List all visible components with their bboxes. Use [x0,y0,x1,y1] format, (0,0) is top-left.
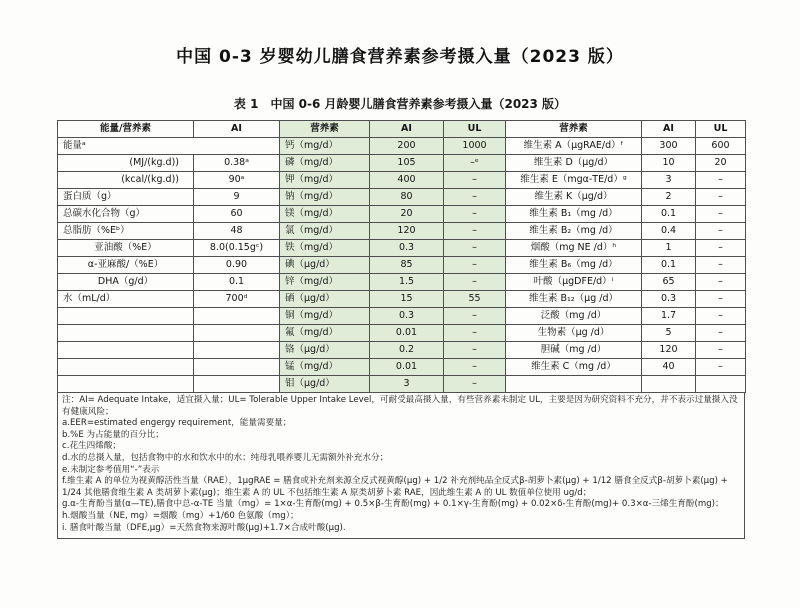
table-row [58,206,746,223]
table-cell: 维生素 A（μgRAE/d）ᶠ [506,138,642,155]
table-cell: 20 [696,155,746,172]
column-header: AI [194,121,280,138]
table-cell: DHA（g/d） [58,274,194,291]
table-cell: 40 [642,359,696,376]
table-cell: 1.7 [642,308,696,325]
footnote-line: i. 膳食叶酸当量（DFE,μg）=天然食物来源叶酸(μg)+1.7×合成叶酸(μg). [62,522,346,533]
table-cell: – [696,291,746,308]
table-cell: – [696,257,746,274]
table-cell: – [696,325,746,342]
column-header: UL [444,121,506,138]
table-cell: – [444,189,506,206]
table-cell: 0.01 [370,325,444,342]
table-cell: 钠（mg/d） [280,189,370,206]
table-cell: – [444,257,506,274]
table-cell: 0.3 [370,308,444,325]
table-cell: 水（mL/d） [58,291,194,308]
table-cell [194,359,280,376]
table-cell [696,376,746,393]
footnote-line: a.EER=estimated engergy requirement，能量需要量； [62,418,292,429]
table-cell [642,376,696,393]
table-cell [194,342,280,359]
table-cell: 锌（mg/d） [280,274,370,291]
table-cell: 80 [370,189,444,206]
table-cell: 维生素 B₁₂（μg /d） [506,291,642,308]
table-cell: 0.2 [370,342,444,359]
table-cell: 200 [370,138,444,155]
table-body [58,138,746,393]
table-cell: – [444,223,506,240]
table-cell: 锰（mg/d） [280,359,370,376]
table-row [58,189,746,206]
table-cell: 400 [370,172,444,189]
table-cell: 泛酸（mg /d） [506,308,642,325]
footnote-line: e.未制定参考值用“-”表示 [62,464,160,475]
table-cell: –ᵉ [444,155,506,172]
table-cell: – [444,342,506,359]
table-cell [58,308,194,325]
table-cell [506,376,642,393]
table-cell: 8.0(0.15gᶜ) [194,240,280,257]
table-cell: 0.4 [642,223,696,240]
table-cell: 维生素 B₆（mg /d） [506,257,642,274]
table-cell: 2 [642,189,696,206]
table-cell [194,376,280,393]
table-cell: 氟（mg/d） [280,325,370,342]
table-cell: 维生素 B₂（mg /d） [506,223,642,240]
table-cell: – [696,342,746,359]
table-cell: 钼（μg/d） [280,376,370,393]
footnotes [57,393,745,539]
table-row [58,257,746,274]
table-cell: – [444,359,506,376]
table-cell: 维生素 K（μg/d） [506,189,642,206]
table-cell: 10 [642,155,696,172]
footnote-line: h.烟酸当量（NE, mg）=烟酸（mg）+1/60 色氨酸（mg）； [62,510,299,521]
table-cell: – [444,325,506,342]
table-cell: α-亚麻酸/（%E） [58,257,194,274]
table-cell: – [444,206,506,223]
table-cell: 1000 [444,138,506,155]
table-cell: 600 [696,138,746,155]
table-cell [58,376,194,393]
table-cell: 120 [370,223,444,240]
footnote-line: 注：AI= Adequate Intake，适宜摄入量；UL= Tolerable Upper Intake Level，可耐受最高摄入量，有些营养素未制定 UL，主要是因为研究资料不充分，并不表示过量摄入没有健康风险； [62,395,738,417]
table-cell: – [696,274,746,291]
table-row [58,359,746,376]
table-cell: 700ᵈ [194,291,280,308]
table-cell: 0.01 [370,359,444,376]
table-cell: – [444,274,506,291]
table-row [58,240,746,257]
table-cell: 硒（μg/d） [280,291,370,308]
table-cell: 0.3 [642,291,696,308]
table-cell: 90ᵃ [194,172,280,189]
table-cell: 1.5 [370,274,444,291]
nutrient-dri-table [57,120,746,393]
table-cell: 9 [194,189,280,206]
table-cell: 85 [370,257,444,274]
table-cell: 镁（mg/d） [280,206,370,223]
table-cell: 维生素 E（mgα-TE/d）ᵍ [506,172,642,189]
table-cell: – [696,308,746,325]
table-cell: – [696,172,746,189]
table-cell: 能量ᵃ [58,138,280,155]
table-cell: 总碳水化合物（g） [58,206,194,223]
table-cell: 叶酸（μgDFE/d）ⁱ [506,274,642,291]
table-head [58,121,746,138]
footnote-line: f.维生素 A 的单位为视黄醇活性当量（RAE），1μgRAE = 膳食或补充剂来源全反式视黄醇(μg) + 1/2 补充剂纯品全反式β-胡萝卜素(μg) + 1/12 膳食全反式β-胡萝卜素(μg) + 1/24 其他膳食维生素 A 类胡萝卜素(μg)；维生素 A 的 UL 不包括维生素 A 原类胡萝卜素 RAE，因此维生素 A 的 UL 数值单位使用 ug/d； [62,476,728,498]
table-cell: 生物素（μg /d） [506,325,642,342]
table-cell: – [696,223,746,240]
table-row [58,172,746,189]
table-cell: 铜（mg/d） [280,308,370,325]
table-cell: 15 [370,291,444,308]
table-cell [194,325,280,342]
table-row [58,291,746,308]
table-cell: 总脂肪（%Eᵇ） [58,223,194,240]
table-cell: 铁（mg/d） [280,240,370,257]
table-cell: 氯（mg/d） [280,223,370,240]
table-cell: – [696,206,746,223]
table-cell: 3 [642,172,696,189]
table-cell: 蛋白质（g） [58,189,194,206]
table-cell: 维生素 C（mg /d） [506,359,642,376]
footnote-line: g.α-生育酚当量(α—TE),膳食中总-α-TE 当量（mg）= 1×α-生育酚(mg) + 0.5×β-生育酚(mg) + 0.1×γ-生育酚(mg) + 0.02×δ-生育酚(mg)+ 0.3×α-三烯生育酚(mg)； [62,499,724,510]
table-cell: – [444,376,506,393]
table-cell: 105 [370,155,444,172]
column-header: 营养素 [506,121,642,138]
table-cell: 1 [642,240,696,257]
table-cell: 0.1 [642,257,696,274]
table-row [58,155,746,172]
table-row [58,376,746,393]
table-cell: 65 [642,274,696,291]
table-row [58,274,746,291]
table-row [58,223,746,240]
table-cell: 5 [642,325,696,342]
footnote-line: b.%E 为占能量的百分比； [62,429,164,440]
table-cell: – [444,172,506,189]
table-row [58,325,746,342]
table-cell [194,308,280,325]
table-cell: 烟酸（mg NE /d）ʰ [506,240,642,257]
footnote-line: c.花生四烯酸； [62,441,122,452]
column-header: AI [370,121,444,138]
table-cell: – [696,189,746,206]
footnote-line: d.水的总摄入量，包括食物中的水和饮水中的水；纯母乳喂养婴儿无需额外补充水分； [62,452,389,463]
table-cell: 钙（mg/d） [280,138,370,155]
column-header: UL [696,121,746,138]
table-cell: 20 [370,206,444,223]
table-and-notes [57,120,745,539]
table-cell: 钾（mg/d） [280,172,370,189]
column-header: 能量/营养素 [58,121,194,138]
document-title: 中国 0-3 岁婴幼儿膳食营养素参考摄入量（2023 版） [176,47,624,67]
table-cell: 120 [642,342,696,359]
table-cell [58,359,194,376]
table-cell: 60 [194,206,280,223]
table-cell [58,342,194,359]
table-cell: 55 [444,291,506,308]
table-cell: (MJ/(kg.d)) [58,155,194,172]
table-cell: 亚油酸（%E） [58,240,194,257]
table-cell: 0.3 [370,240,444,257]
table-cell: – [696,359,746,376]
table-cell: – [444,240,506,257]
table-cell: (kcal/(kg.d)) [58,172,194,189]
table-cell: 300 [642,138,696,155]
table-cell: 维生素 B₁（mg /d） [506,206,642,223]
table-row [58,342,746,359]
table-row [58,138,746,155]
table-cell: 胆碱（mg /d） [506,342,642,359]
table-cell: 0.1 [194,274,280,291]
table-cell: 磷（mg/d） [280,155,370,172]
table-cell: – [444,308,506,325]
table-cell: 0.38ᵃ [194,155,280,172]
table-cell: 48 [194,223,280,240]
column-header: 营养素 [280,121,370,138]
table-cell: 0.90 [194,257,280,274]
table-caption: 表 1 中国 0-6 月龄婴儿膳食营养素参考摄入量（2023 版） [233,97,567,111]
table-cell: 碘（μg/d） [280,257,370,274]
table-cell: – [696,240,746,257]
table-cell: 0.1 [642,206,696,223]
table-row [58,308,746,325]
header-row [58,121,746,138]
table-cell [58,325,194,342]
table-cell: 维生素 D（μg/d） [506,155,642,172]
table-cell: 3 [370,376,444,393]
table-cell: 铬（μg/d） [280,342,370,359]
column-header: AI [642,121,696,138]
